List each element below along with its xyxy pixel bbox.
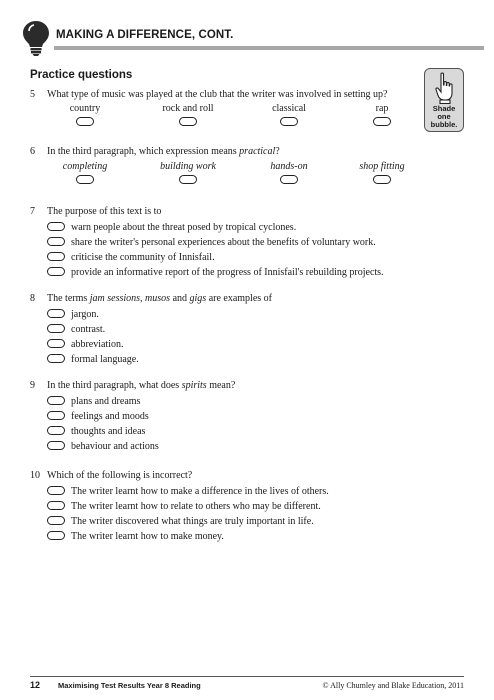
page-header	[20, 20, 474, 56]
pointing-hand-icon	[435, 72, 455, 104]
option-completing[interactable]	[55, 161, 115, 187]
answer-bubble[interactable]	[179, 117, 197, 126]
answer-bubble[interactable]	[179, 175, 197, 184]
question-text: The terms jam sessions, musos and gigs are examples of	[47, 293, 272, 304]
answer-bubble[interactable]	[373, 117, 391, 126]
option-label: share the writer's personal experiences about the benefits of voluntary work.	[71, 237, 376, 248]
shade-note-line-2: one	[437, 112, 451, 121]
option-label: The writer learnt how to make money.	[71, 531, 224, 542]
answer-bubble[interactable]	[47, 501, 65, 510]
option-label: plans and dreams	[71, 396, 141, 407]
answer-bubble[interactable]	[76, 117, 94, 126]
answer-bubble[interactable]	[47, 411, 65, 420]
answer-bubble[interactable]	[47, 252, 65, 261]
answer-bubble[interactable]	[47, 441, 65, 450]
answer-bubble[interactable]	[280, 117, 298, 126]
answer-bubble[interactable]	[47, 531, 65, 540]
option-label: warn people about the threat posed by tropical cyclones.	[71, 222, 297, 233]
question-text: What type of music was played at the club that the writer was involved in setting up?	[47, 89, 388, 100]
question-number: 6	[30, 146, 35, 157]
option-rock-and-roll[interactable]	[158, 103, 218, 129]
option-label: provide an informative report of the progress of Innisfail's rebuilding projects.	[71, 267, 384, 278]
option-label: contrast.	[71, 324, 106, 335]
section-title: Practice questions	[30, 69, 133, 81]
option-label: behaviour and actions	[71, 441, 159, 452]
footer-rule	[30, 676, 464, 677]
question-text: The purpose of this text is to	[47, 206, 162, 217]
option-label: The writer learnt how to relate to others who may be different.	[71, 501, 321, 512]
question-text: In the third paragraph, which expression means practical?	[47, 146, 280, 157]
option-country[interactable]	[55, 103, 115, 129]
answer-bubble[interactable]	[47, 267, 65, 276]
answer-bubble[interactable]	[47, 426, 65, 435]
answer-bubble[interactable]	[47, 516, 65, 525]
shade-note-line-1: Shade	[432, 104, 456, 113]
option-label: formal language.	[71, 354, 139, 365]
answer-bubble[interactable]	[47, 339, 65, 348]
option-label: hands-on	[270, 161, 308, 172]
question-text: In the third paragraph, what does spirits mean?	[47, 380, 236, 391]
option-label: completing	[62, 161, 108, 172]
option-hands-on[interactable]	[259, 161, 319, 187]
shade-note-line-3: bubble.	[430, 120, 458, 129]
option-label: classical	[272, 103, 306, 114]
option-label: country	[69, 103, 101, 114]
option-label: The writer learnt how to make a difference in the lives of others.	[71, 486, 329, 497]
answer-bubble[interactable]	[47, 222, 65, 231]
option-label: rock and roll	[162, 103, 214, 114]
answer-bubble[interactable]	[76, 175, 94, 184]
answer-bubble[interactable]	[47, 396, 65, 405]
option-label: rap	[375, 103, 389, 114]
option-classical[interactable]	[259, 103, 319, 129]
option-label: feelings and moods	[71, 411, 149, 422]
option-label: thoughts and ideas	[71, 426, 146, 437]
question-number: 7	[30, 206, 35, 217]
question-number: 5	[30, 89, 35, 100]
question-number: 9	[30, 380, 35, 391]
answer-bubble[interactable]	[280, 175, 298, 184]
question-text: Which of the following is incorrect?	[47, 470, 193, 481]
option-building-work[interactable]	[158, 161, 218, 187]
question-number: 8	[30, 293, 35, 304]
option-label: abbreviation.	[71, 339, 124, 350]
answer-bubble[interactable]	[47, 486, 65, 495]
page-title: MAKING A DIFFERENCE, CONT.	[56, 29, 234, 41]
answer-bubble[interactable]	[373, 175, 391, 184]
header-underline	[54, 46, 484, 50]
option-shop-fitting[interactable]	[352, 161, 412, 187]
answer-bubble[interactable]	[47, 324, 65, 333]
question-number: 10	[30, 470, 40, 481]
answer-bubble[interactable]	[47, 354, 65, 363]
answer-bubble[interactable]	[47, 309, 65, 318]
copyright: © Ally Chumley and Blake Education, 2011	[322, 681, 464, 690]
option-label: jargon.	[71, 309, 99, 320]
option-label: building work	[160, 161, 216, 172]
option-label: shop fitting	[359, 161, 405, 172]
shade-one-bubble-note	[424, 68, 464, 132]
lightbulb-icon	[22, 20, 50, 56]
option-label: The writer discovered what things are truly important in life.	[71, 516, 314, 527]
page-number: 12	[30, 680, 41, 690]
option-label: criticise the community of Innisfail.	[71, 252, 215, 263]
book-title: Maximising Test Results Year 8 Reading	[58, 681, 201, 690]
option-rap[interactable]	[352, 103, 412, 129]
answer-bubble[interactable]	[47, 237, 65, 246]
